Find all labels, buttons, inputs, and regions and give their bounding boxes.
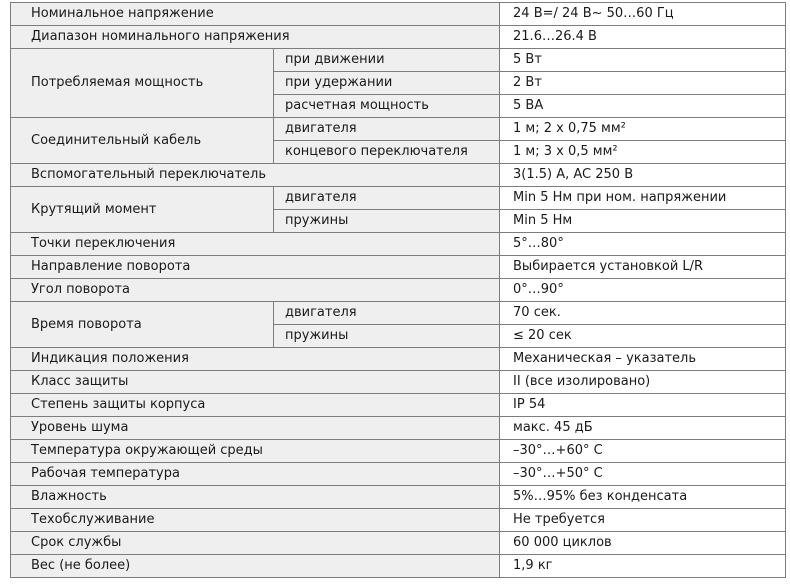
spec-label: Диапазон номинального напряжения xyxy=(11,26,500,49)
spec-value: IP 54 xyxy=(500,394,786,417)
table-row xyxy=(11,302,786,325)
spec-value: Не требуется xyxy=(500,509,786,532)
spec-value: Min 5 Нм при ном. напряжении xyxy=(500,187,786,210)
spec-label: Крутящий момент xyxy=(11,187,274,233)
table-row xyxy=(11,417,786,440)
spec-value: Механическая – указатель xyxy=(500,348,786,371)
spec-sublabel: при удержании xyxy=(274,72,500,95)
spec-sublabel: пружины xyxy=(274,210,500,233)
table-row xyxy=(11,394,786,417)
spec-value: 70 сек. xyxy=(500,302,786,325)
spec-label: Температура окружающей среды xyxy=(11,440,500,463)
spec-label: Степень защиты корпуса xyxy=(11,394,500,417)
table-row xyxy=(11,463,786,486)
spec-value: 1 м; 3 x 0,5 мм² xyxy=(500,141,786,164)
table-row xyxy=(11,118,786,141)
spec-label: Класс защиты xyxy=(11,371,500,394)
spec-label: Рабочая температура xyxy=(11,463,500,486)
spec-value: –30°…+60° С xyxy=(500,440,786,463)
table-row xyxy=(11,509,786,532)
table-row xyxy=(11,164,786,187)
spec-label: Номинальное напряжение xyxy=(11,3,500,26)
spec-value: 5 ВА xyxy=(500,95,786,118)
spec-label: Направление поворота xyxy=(11,256,500,279)
spec-value: Выбирается установкой L/R xyxy=(500,256,786,279)
table-row xyxy=(11,555,786,578)
spec-value: 60 000 циклов xyxy=(500,532,786,555)
table-row xyxy=(11,279,786,302)
spec-value: макс. 45 дБ xyxy=(500,417,786,440)
table-row xyxy=(11,440,786,463)
spec-value: 24 В=/ 24 В~ 50…60 Гц xyxy=(500,3,786,26)
spec-sublabel: двигателя xyxy=(274,302,500,325)
spec-value: Min 5 Нм xyxy=(500,210,786,233)
spec-value: 21.6…26.4 В xyxy=(500,26,786,49)
spec-sublabel: двигателя xyxy=(274,187,500,210)
spec-label: Срок службы xyxy=(11,532,500,555)
table-row xyxy=(11,233,786,256)
spec-value: 5 Вт xyxy=(500,49,786,72)
spec-label: Угол поворота xyxy=(11,279,500,302)
spec-value: II (все изолировано) xyxy=(500,371,786,394)
spec-sublabel: концевого переключателя xyxy=(274,141,500,164)
spec-sublabel: расчетная мощность xyxy=(274,95,500,118)
spec-value: 1,9 кг xyxy=(500,555,786,578)
spec-label: Время поворота xyxy=(11,302,274,348)
spec-value: 1 м; 2 x 0,75 мм² xyxy=(500,118,786,141)
spec-value: 2 Вт xyxy=(500,72,786,95)
spec-label: Уровень шума xyxy=(11,417,500,440)
table-row xyxy=(11,3,786,26)
spec-label: Потребляемая мощность xyxy=(11,49,274,118)
spec-value: 3(1.5) А, AC 250 В xyxy=(500,164,786,187)
spec-value: –30°…+50° С xyxy=(500,463,786,486)
spec-label: Вспомогательный переключатель xyxy=(11,164,500,187)
specifications-table-body xyxy=(11,3,786,578)
table-row xyxy=(11,187,786,210)
table-row xyxy=(11,532,786,555)
spec-label: Точки переключения xyxy=(11,233,500,256)
table-row xyxy=(11,486,786,509)
spec-sublabel: при движении xyxy=(274,49,500,72)
specifications-table xyxy=(10,2,786,578)
table-row xyxy=(11,256,786,279)
spec-value: 5%…95% без конденсата xyxy=(500,486,786,509)
spec-value: 0°…90° xyxy=(500,279,786,302)
spec-label: Соединительный кабель xyxy=(11,118,274,164)
spec-sublabel: двигателя xyxy=(274,118,500,141)
table-row xyxy=(11,371,786,394)
table-row xyxy=(11,49,786,72)
spec-value: ≤ 20 сек xyxy=(500,325,786,348)
table-row xyxy=(11,348,786,371)
spec-label: Техобслуживание xyxy=(11,509,500,532)
table-row xyxy=(11,26,786,49)
spec-label: Влажность xyxy=(11,486,500,509)
spec-sublabel: пружины xyxy=(274,325,500,348)
spec-label: Индикация положения xyxy=(11,348,500,371)
spec-label: Вес (не более) xyxy=(11,555,500,578)
spec-value: 5°…80° xyxy=(500,233,786,256)
